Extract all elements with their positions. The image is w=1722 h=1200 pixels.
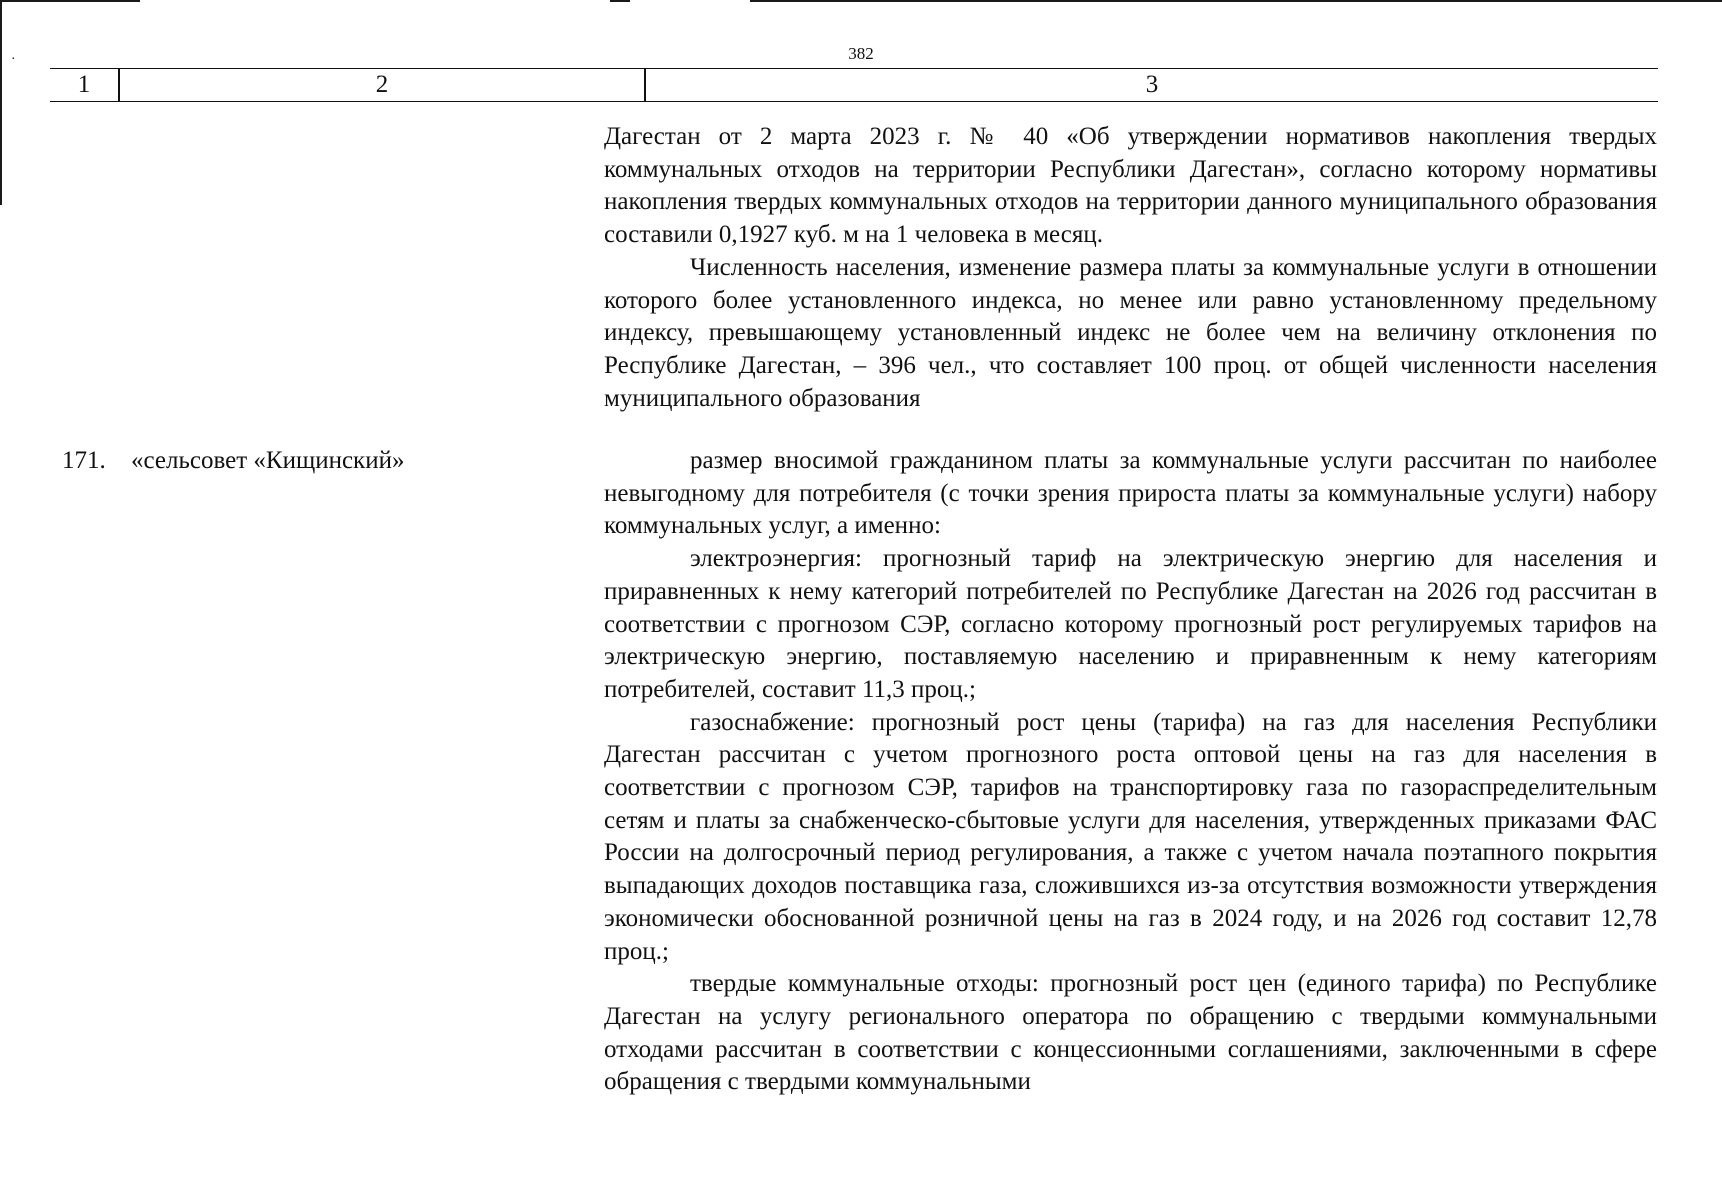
- scan-edge-left: [0, 0, 2, 205]
- entry-name: «сельсовет «Кищинский»: [131, 447, 405, 474]
- scan-edge-top-left: [0, 0, 140, 2]
- continuation-text: [604, 121, 1657, 415]
- paragraph: электроэнергия: прогнозный тариф на электрическую энергию для населения и приравненных к нему категорий потребителей по Республике Дагестан на 2026 год рассчитан в соответствии с прогнозом СЭР, согласно которому прогнозный рост регулируемых тарифов на электрическую энергию, поставляемую населению и приравненным к нему категориям потребителей, составит 11,3 проц.;: [604, 545, 1657, 703]
- entry-number: 171.: [62, 447, 106, 474]
- edge-mark: ·: [11, 52, 16, 67]
- scan-edge-top-mid: [610, 0, 630, 2]
- paragraph: Численность населения, изменение размера платы за коммунальные услуги в отношении которого более установленного индекса, но менее или равно установленному предельному индексу, превышающему установленный индекс не более чем на величину отклонения по Республике Дагестан, – 396 чел., что составляет 100 проц. от общей численности населения муниципального образования: [604, 253, 1657, 412]
- column-header-2: 2: [375, 71, 389, 98]
- paragraph: размер вносимой гражданином платы за коммунальные услуги рассчитан по наиболее невыгодному для потребителя (с точки зрения прироста платы за коммунальные услуги) набору коммунальных услуг, а именно:: [604, 447, 1657, 540]
- page-number: 382: [848, 44, 874, 63]
- column-header-1: 1: [77, 71, 91, 98]
- column-header-3: 3: [1145, 71, 1159, 98]
- paragraph: Дагестан от 2 марта 2023 г. № 40 «Об утверждении нормативов накопления твердых коммунальных отходов на территории Республики Дагестан», согласно которому нормативы накопления твердых коммунальных отходов на территории данного муниципального образования составили 0,1927 куб. м на 1 человека в месяц.: [604, 123, 1657, 249]
- paragraph: твердые коммунальные отходы: прогнозный рост цен (единого тарифа) по Республике Дагестан на услугу регионального оператора по обращению с твердыми коммунальными отходами рассчитан в соответствии с концессионными соглашениями, заключенными в сфере обращения с твердыми коммунальными: [604, 970, 1657, 1096]
- scan-edge-top-right: [750, 0, 1722, 2]
- table-column-header: [50, 68, 1658, 102]
- paragraph: газоснабжение: прогнозный рост цены (тарифа) на газ для населения Республики Дагестан рассчитан с учетом прогнозного роста оптовой цены на газ для населения в соответствии с прогнозом СЭР, тарифов на транспортировку газа по газораспределительным сетям и платы за снабженческо-сбытовые услуги для населения, утвержденных приказами ФАС России на долгосрочный период регулирования, а также с учетом начала поэтапного покрытия выпадающих доходов поставщика газа, сложившихся из-за отсутствия возможности утверждения экономически обоснованной розничной цены на газ в 2024 году, и на 2026 год составит 12,78 проц.;: [604, 708, 1657, 965]
- entry-text: [604, 445, 1657, 1099]
